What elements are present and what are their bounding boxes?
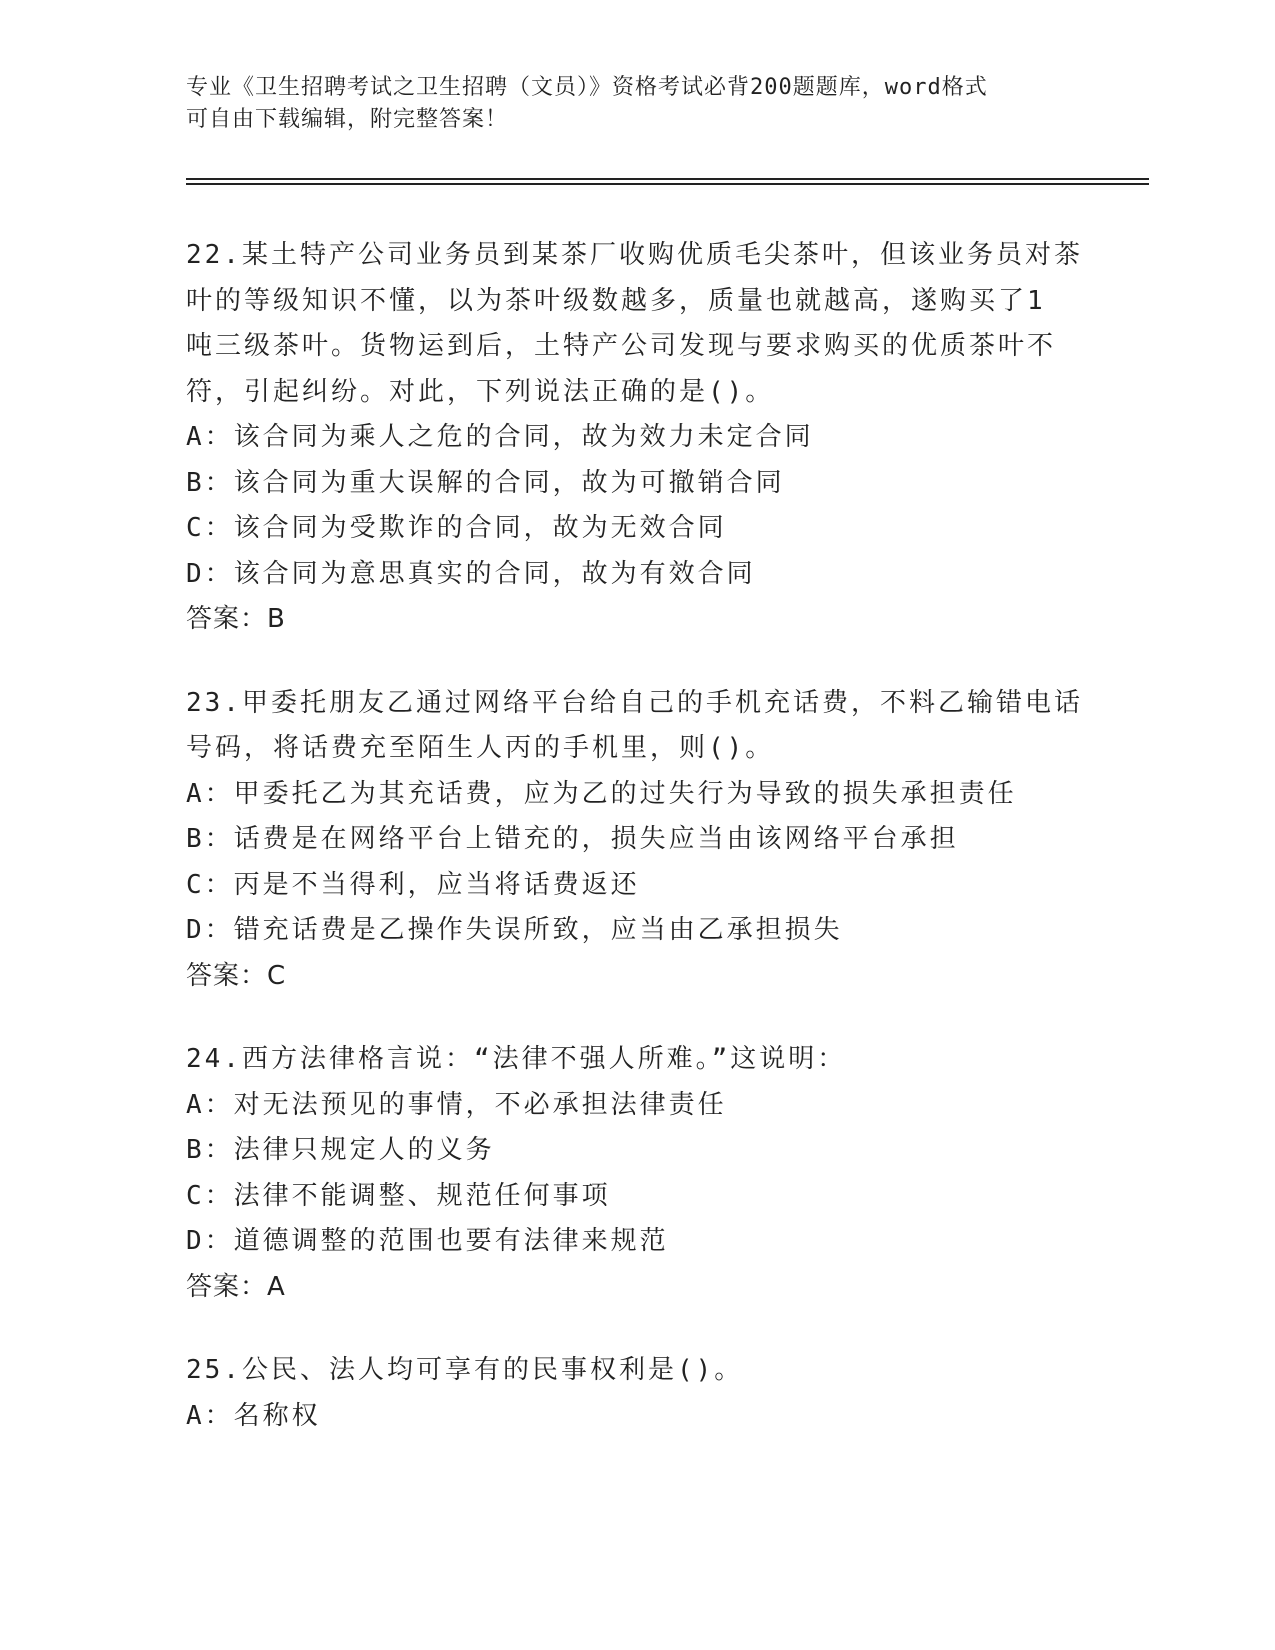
stem-line: 吨三级茶叶。货物运到后，土特产公司发现与要求购买的优质茶叶不 xyxy=(186,331,1057,361)
question-stem xyxy=(186,681,1086,772)
stem-line: 23.甲委托朋友乙通过网络平台给自己的手机充话费，不料乙输错电话 xyxy=(186,687,1083,718)
option-a: A：该合同为乘人之危的合同，故为效力未定合同 xyxy=(186,422,814,452)
question-stem xyxy=(186,1037,1086,1083)
option-a: A：甲委托乙为其充话费，应为乙的过失行为导致的损失承担责任 xyxy=(186,778,1017,809)
question-stem xyxy=(186,233,1086,415)
answer-line: 答案：B xyxy=(186,604,286,634)
option-a: A：对无法预见的事情，不必承担法律责任 xyxy=(186,1089,727,1120)
question-stem xyxy=(186,1348,1086,1394)
option-c: C：该合同为受欺诈的合同，故为无效合同 xyxy=(186,513,727,543)
header-divider xyxy=(186,183,1149,185)
question-25 xyxy=(186,1348,1086,1439)
option-b: B：该合同为重大误解的合同，故为可撤销合同 xyxy=(186,467,785,498)
stem-line: 24.西方法律格言说：“法律不强人所难。”这说明： xyxy=(186,1044,847,1074)
option-c: C：法律不能调整、规范任何事项 xyxy=(186,1180,611,1211)
question-list xyxy=(186,233,1086,1477)
option-d: D：该合同为意思真实的合同，故为有效合同 xyxy=(186,558,756,589)
option-d: D：道德调整的范围也要有法律来规范 xyxy=(186,1226,669,1256)
header-line: 专业《卫生招聘考试之卫生招聘（文员）》资格考试必背200题题库，word格式 xyxy=(186,75,988,100)
option-c: C：丙是不当得利，应当将话费返还 xyxy=(186,869,640,900)
option-b: B：话费是在网络平台上错充的，损失应当由该网络平台承担 xyxy=(186,824,959,854)
stem-line: 25.公民、法人均可享有的民事权利是()。 xyxy=(186,1355,744,1385)
question-24 xyxy=(186,1037,1086,1310)
document-header xyxy=(186,72,1086,136)
question-23 xyxy=(186,681,1086,1000)
stem-line: 叶的等级知识不懂，以为茶叶级数越多，质量也就越高，遂购买了1 xyxy=(186,285,1046,316)
stem-line: 号码，将话费充至陌生人丙的手机里，则()。 xyxy=(186,733,775,763)
option-d: D：错充话费是乙操作失误所致，应当由乙承担损失 xyxy=(186,915,843,945)
header-divider xyxy=(186,178,1149,180)
header-line: 可自由下载编辑，附完整答案！ xyxy=(186,107,509,132)
option-b: B：法律只规定人的义务 xyxy=(186,1135,495,1165)
answer-line: 答案：C xyxy=(186,960,287,991)
question-22 xyxy=(186,233,1086,643)
answer-line: 答案：A xyxy=(186,1271,286,1302)
stem-line: 22.某土特产公司业务员到某茶厂收购优质毛尖茶叶，但该业务员对茶 xyxy=(186,240,1083,270)
stem-line: 符，引起纠纷。对此，下列说法正确的是()。 xyxy=(186,376,775,407)
option-a: A：名称权 xyxy=(186,1400,321,1431)
